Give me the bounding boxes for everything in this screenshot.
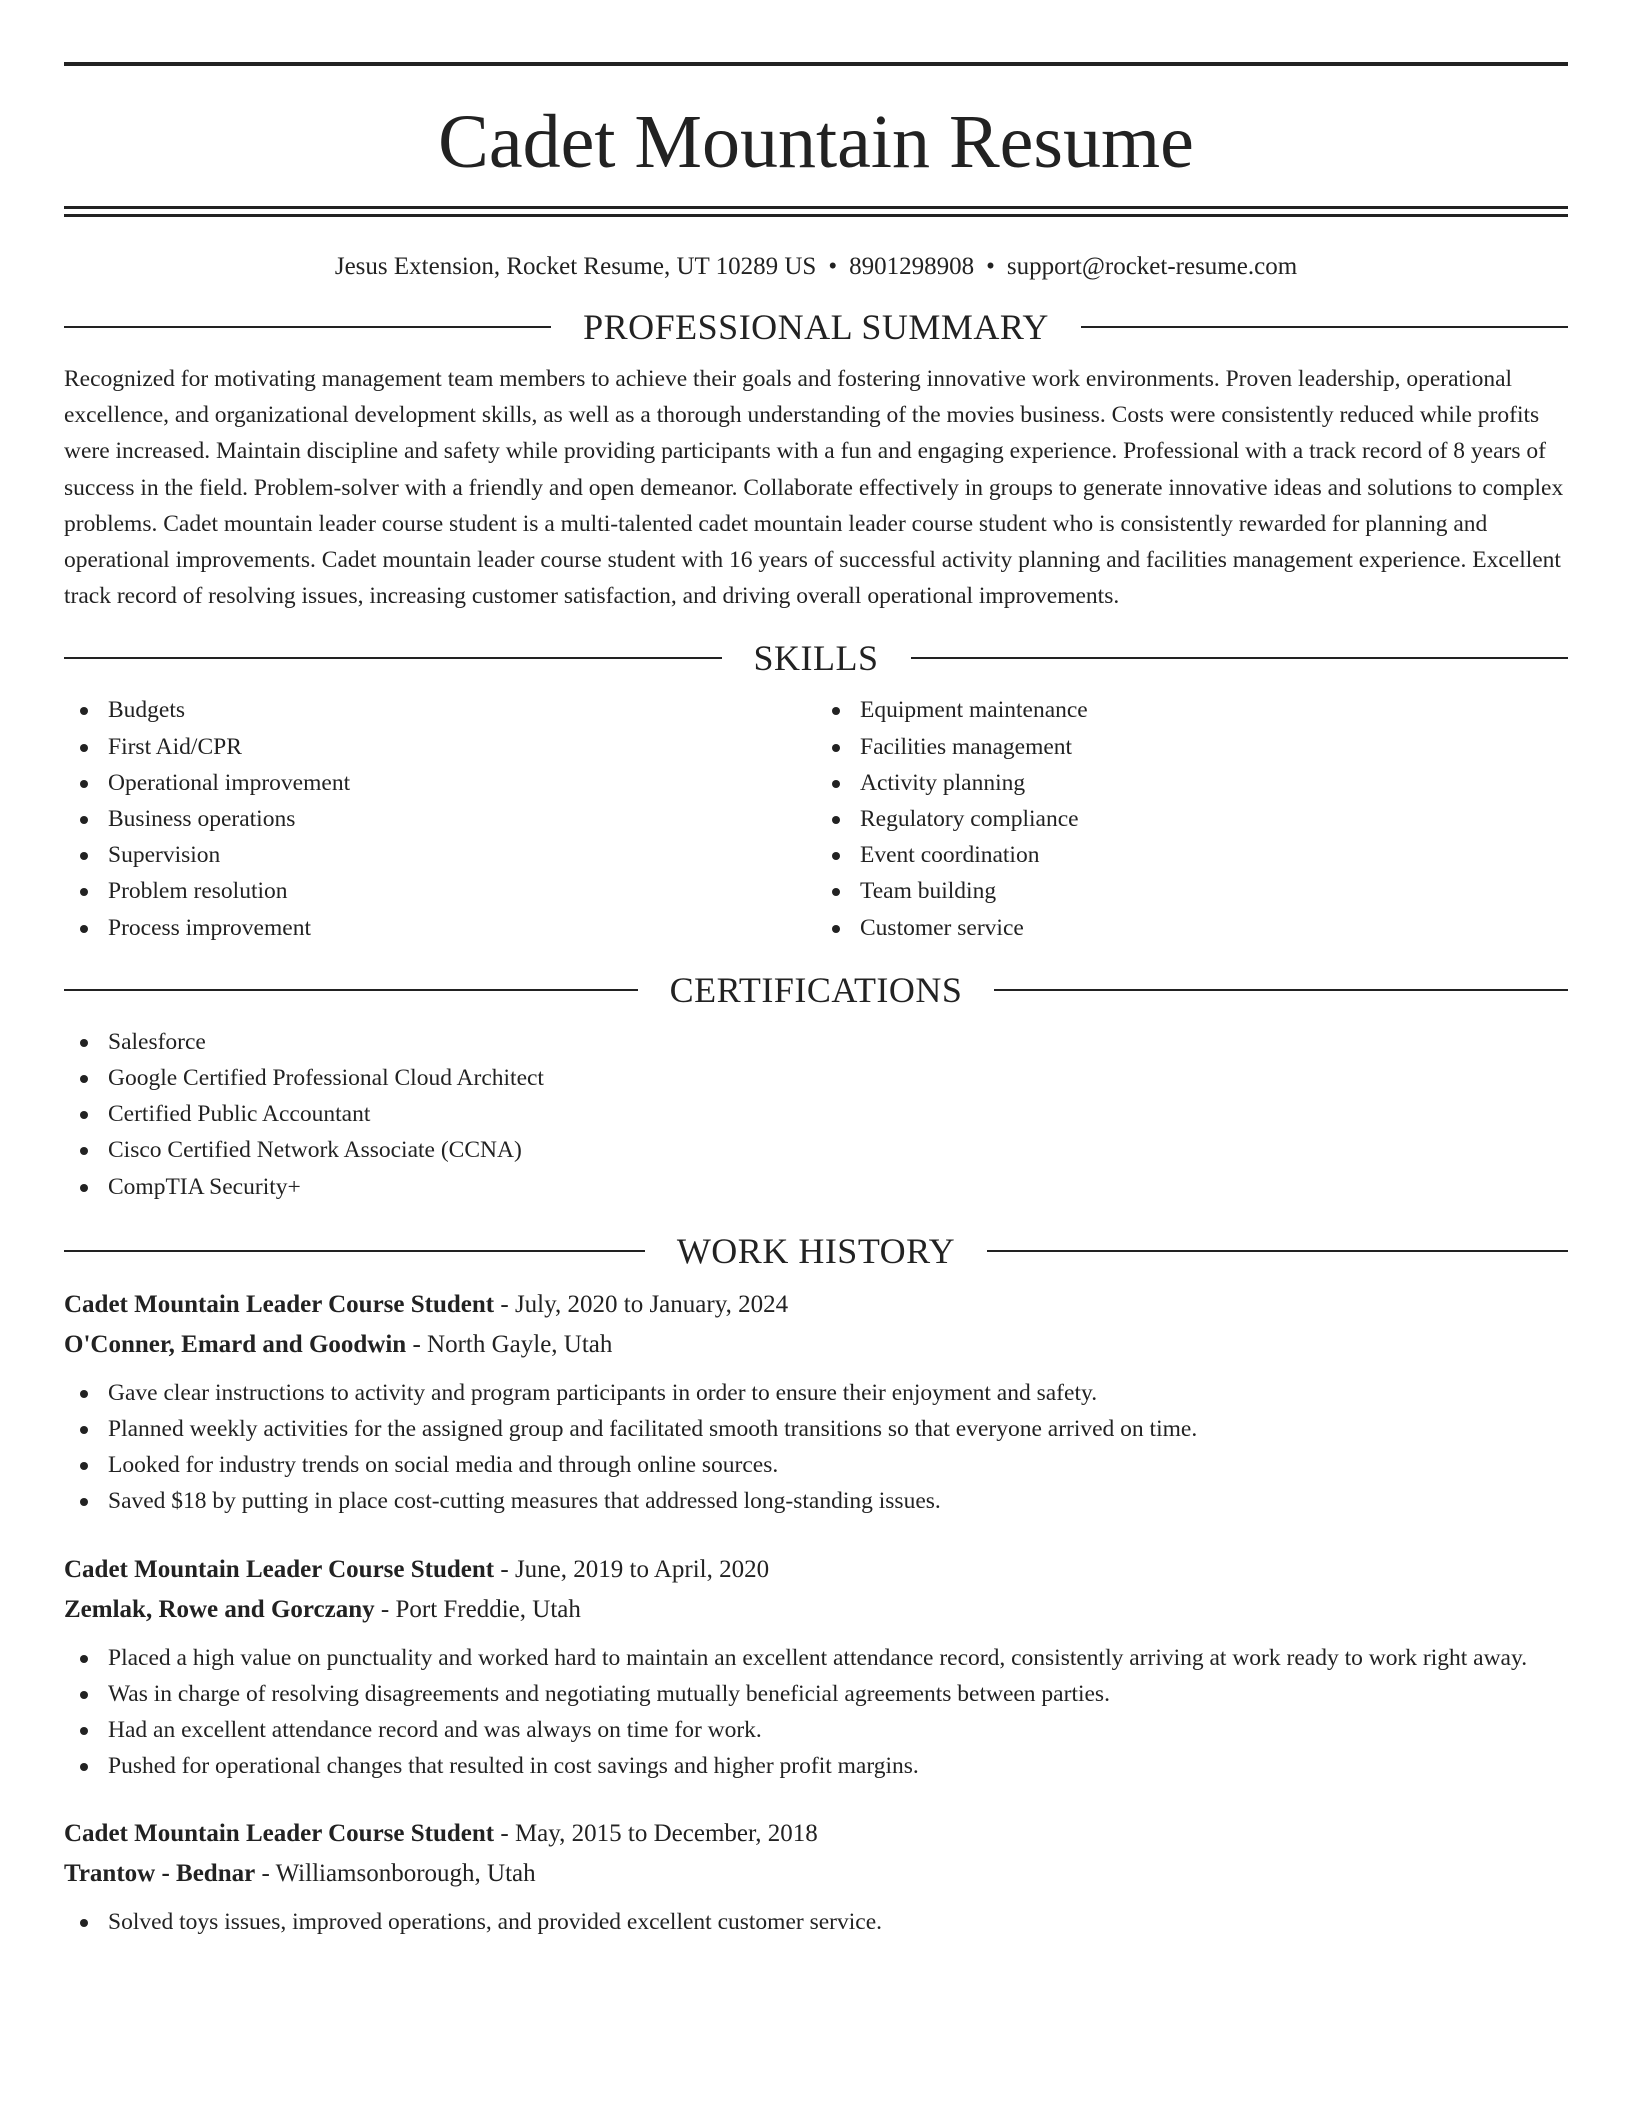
contact-email: support@rocket-resume.com (1006, 253, 1298, 280)
job-bullet: Was in charge of resolving disagreements and negotiating mutually beneficial agreements between parties. (64, 1676, 1568, 1712)
job-dates: - June, 2019 to April, 2020 (494, 1555, 770, 1583)
section-header-summary (64, 305, 1568, 349)
divider-line (64, 657, 722, 659)
contact-address: Jesus Extension, Rocket Resume, UT 10289 US (334, 253, 817, 280)
contact-separator: • (986, 253, 995, 280)
job-title: Cadet Mountain Leader Course Student (64, 1820, 495, 1848)
top-rule (64, 62, 1568, 66)
skill-item: Process improvement (64, 910, 816, 946)
contact-separator: • (828, 253, 838, 280)
skill-item: Problem resolution (64, 873, 816, 909)
job-bullet: Pushed for operational changes that resulted in cost savings and higher profit margins. (64, 1748, 1568, 1784)
job-bullet: Solved toys issues, improved operations, and provided excellent customer service. (64, 1904, 1568, 1940)
job-bullet: Looked for industry trends on social media and through online sources. (64, 1447, 1568, 1483)
skill-item: Team building (816, 873, 1568, 909)
job-bullet: Planned weekly activities for the assigned group and facilitated smooth transitions so that everyone arrived on time. (64, 1411, 1568, 1447)
section-header-skills (64, 636, 1568, 680)
section-title-work: WORK HISTORY (676, 1230, 956, 1271)
job-bullet: Had an excellent attendance record and was always on time for work. (64, 1712, 1568, 1748)
job-bullet: Gave clear instructions to activity and program participants in order to ensure their enjoyment and safety. (64, 1375, 1568, 1411)
certifications-list (64, 1024, 1568, 1205)
divider-line (64, 326, 551, 328)
job-location: - Port Freddie, Utah (374, 1595, 581, 1623)
section-title-certifications: CERTIFICATIONS (669, 969, 963, 1010)
skill-item: Supervision (64, 837, 816, 873)
skill-item: Budgets (64, 692, 816, 728)
skills-list-right (816, 692, 1568, 945)
certification-item: Cisco Certified Network Associate (CCNA) (64, 1132, 1568, 1168)
skills-grid (64, 692, 1568, 945)
certification-item: Google Certified Professional Cloud Architect (64, 1060, 1568, 1096)
job-location: - Williamsonborough, Utah (255, 1860, 536, 1888)
skill-item: Event coordination (816, 837, 1568, 873)
job-bullet: Placed a high value on punctuality and worked hard to maintain an excellent attendance record, consistently arriving at work ready to work right away. (64, 1640, 1568, 1676)
job-title-line (64, 1550, 1568, 1590)
section-title-summary: PROFESSIONAL SUMMARY (583, 307, 1049, 347)
job-title: Cadet Mountain Leader Course Student (64, 1290, 495, 1318)
section-header-work (64, 1229, 1568, 1273)
skill-item: First Aid/CPR (64, 729, 816, 765)
job-bullets (64, 1640, 1568, 1785)
divider-line (911, 657, 1569, 659)
skill-item: Equipment maintenance (816, 692, 1568, 728)
job-entry (64, 1814, 1568, 1940)
skill-item: Activity planning (816, 765, 1568, 801)
certification-item: Salesforce (64, 1024, 1568, 1060)
job-bullets (64, 1904, 1568, 1940)
job-title: Cadet Mountain Leader Course Student (64, 1555, 495, 1583)
job-company: Trantow - Bednar (64, 1860, 256, 1888)
summary-text: Recognized for motivating management team members to achieve their goals and fostering innovative work environments. Proven leadership, operational excellence, and organizational development skills, as well as a thorough understanding of the movies business. Costs were consistently reduced while profits were increased. Maintain discipline and safety while providing participants with a fun and engaging experience. Professional with a track record of 8 years of success in the field. Problem-solver with a friendly and open demeanor. Collaborate effectively in groups to generate innovative ideas and solutions to complex problems. Cadet mountain leader course student is a multi-talented cadet mountain leader course student who is consistently rewarded for planning and operational improvements. Cadet mountain leader course student with 16 years of successful activity planning and facilities management experience. Excellent track record of resolving issues, increasing customer satisfaction, and driving overall operational improvements. (64, 366, 1564, 610)
job-entry (64, 1285, 1568, 1520)
skill-item: Customer service (816, 910, 1568, 946)
divider-line (64, 989, 638, 991)
skills-list-left (64, 692, 816, 945)
divider-line (987, 1250, 1568, 1252)
job-bullets (64, 1375, 1568, 1520)
section-header-certifications (64, 968, 1568, 1012)
title-double-rule (64, 206, 1568, 217)
job-dates: - May, 2015 to December, 2018 (494, 1820, 818, 1848)
skill-item: Facilities management (816, 729, 1568, 765)
skill-item: Business operations (64, 801, 816, 837)
certification-item: CompTIA Security+ (64, 1169, 1568, 1205)
job-title-line (64, 1814, 1568, 1854)
divider-line (994, 989, 1568, 991)
job-location: - North Gayle, Utah (406, 1330, 613, 1358)
job-company: Zemlak, Rowe and Gorczany (64, 1595, 375, 1623)
job-bullet: Saved $18 by putting in place cost-cutting measures that addressed long-standing issues. (64, 1483, 1568, 1519)
resume-title: Cadet Mountain Resume (438, 100, 1194, 184)
contact-phone: 8901298908 (849, 253, 975, 280)
job-company-line (64, 1325, 1568, 1365)
job-company-line (64, 1854, 1568, 1894)
job-company: O'Conner, Emard and Goodwin (64, 1330, 407, 1358)
job-title-line (64, 1285, 1568, 1325)
section-title-skills: SKILLS (753, 638, 879, 679)
divider-line (64, 1250, 645, 1252)
certification-item: Certified Public Accountant (64, 1096, 1568, 1132)
job-dates: - July, 2020 to January, 2024 (494, 1290, 789, 1318)
divider-line (1081, 326, 1568, 328)
contact-line (64, 251, 1568, 283)
skill-item: Operational improvement (64, 765, 816, 801)
job-entry (64, 1550, 1568, 1785)
job-company-line (64, 1590, 1568, 1630)
skill-item: Regulatory compliance (816, 801, 1568, 837)
